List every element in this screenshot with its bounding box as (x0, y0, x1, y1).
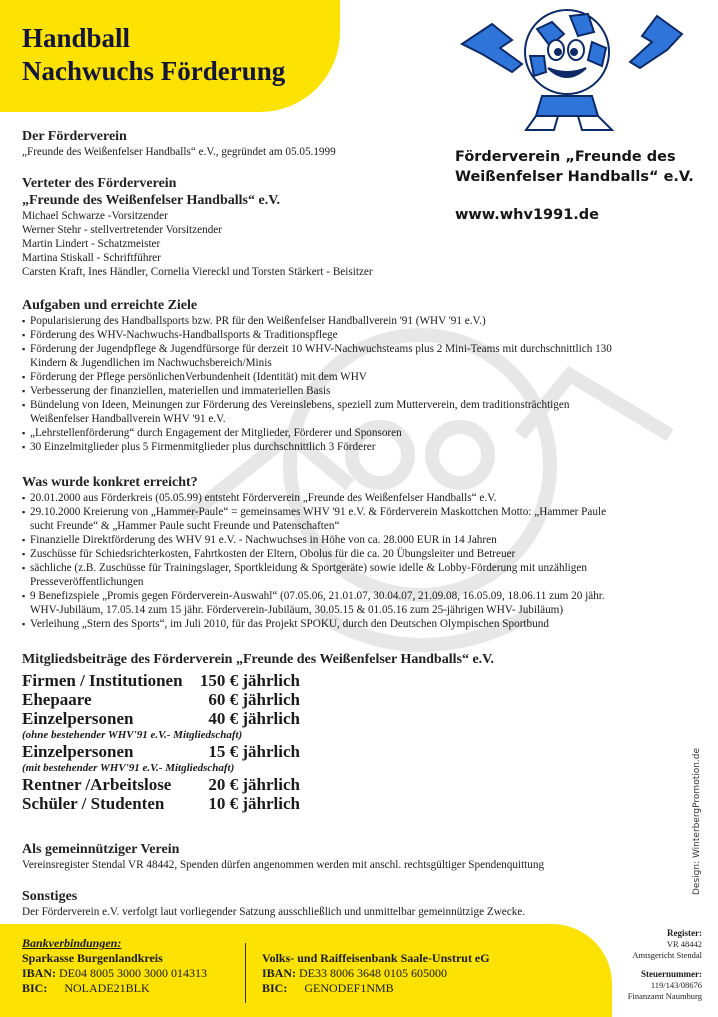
bic-label: BIC: (22, 981, 48, 995)
fee-label: Firmen / Institutionen (22, 671, 183, 690)
section-heading: Was wurde konkret erreicht? (22, 475, 198, 490)
fee-label: Schüler / Studenten (22, 794, 165, 813)
fee-table (22, 671, 322, 813)
register-info (594, 928, 702, 1002)
member-item: Martin Lindert - Schatzmeister (22, 238, 161, 250)
list-item: ▪ Förderung der Pflege persönlichenVerbundenheit (Identität) mit dem WHV (22, 370, 697, 384)
section-heading: Mitgliedsbeiträge des Förderverein „Freunde des Weißenfelser Handballs“ e.V. (22, 652, 494, 667)
tax-number: 119/143/08676 (650, 980, 702, 990)
section-foerderverein (22, 128, 442, 159)
list-item: ▪ Verbesserung der finanziellen, materiellen und immateriellen Basis (22, 384, 697, 398)
fee-note: (mit bestehender WHV'91 e.V.- Mitgliedschaft) (22, 762, 235, 774)
section-heading: Der Förderverein (22, 129, 127, 144)
iban-label: IBAN: (22, 966, 57, 980)
bank-1 (22, 936, 207, 996)
fee-row (22, 794, 322, 813)
bic-value: GENODEF1NMB (304, 981, 394, 995)
bic-value: NOLADE21BLK (64, 981, 150, 995)
section-text: „Freunde des Weißenfelser Handballs“ e.V., gegründet am 05.05.1999 (22, 146, 336, 158)
org-name-line-1: Förderverein „Freunde des (455, 149, 676, 165)
handball-mascot-icon (452, 4, 692, 134)
member-item: Carsten Kraft, Ines Händler, Cornelia Viereckl und Torsten Stärkert - Beisitzer (22, 266, 373, 278)
fee-amount: 150 € jährlich (199, 671, 300, 690)
tax-office: Finanzamt Naumburg (627, 991, 702, 1001)
section-heading: Als gemeinnütziger Verein (22, 842, 180, 857)
org-name-line-2: Weißenfelser Handballs“ e.V. (455, 169, 694, 185)
list-item: ▪ Verleihung „Stern des Sports“, im Juli 2010, für das Projekt SPOKU, durch den Deutschen Olympischen Sportbund (22, 617, 697, 631)
list-item-continued: Presseveröffentlichungen (30, 576, 144, 588)
design-credit-text: Design: WinterbergPromotion.de (692, 747, 702, 895)
section-heading: Verteter des Förderverein (22, 176, 177, 191)
fee-label: Einzelpersonen (22, 742, 134, 761)
list-item: ▪ Zuschüsse für Schiedsrichterkosten, Fahrtkosten der Eltern, Obolus für die ca. 20 Übungsleiter und Betreuer (22, 547, 697, 561)
list-item-continued: Kindern & Jugendlichen im Nachwuchsbereich/Minis (30, 357, 272, 369)
list-item: ▪ „Lehrstellenförderung“ durch Engagement der Mitglieder, Förderer und Sponsoren (22, 426, 697, 440)
list-item-continued: Weißenfelser Handballverein WHV '91 e.V. (30, 413, 226, 425)
title-line-2: Nachwuchs Förderung (22, 56, 286, 86)
list-item: ▪ 29.10.2000 Kreierung von „Hammer-Paule“ = gemeinsames WHV '91 e.V. & Förderverein Maskottchen Motto: „Hammer Paule (22, 505, 697, 519)
bic-label: BIC: (262, 981, 288, 995)
list-item: ▪ Popularisierung des Handballsports bzw. PR für den Weißenfelser Handballverein '91 (WHV '91 e.V.) (22, 314, 697, 328)
org-url-link[interactable]: www.whv1991.de (455, 207, 600, 223)
fee-amount: 60 € jährlich (208, 690, 300, 709)
bank-iban-row (22, 966, 207, 981)
section-gemeinnuetzig (22, 841, 697, 872)
tax-label: Steuernummer: (641, 969, 702, 979)
org-name (455, 147, 705, 187)
fee-label: Rentner /Arbeitslose (22, 775, 172, 794)
bank-name: Volks- und Raiffeisenbank Saale-Unstrut eG (262, 951, 490, 965)
register-court: Amtsgericht Stendal (632, 950, 702, 960)
list-item: ▪ 9 Benefizspiele „Promis gegen Förderverein-Auswahl“ (07.05.06, 21.01.07, 30.04.07, 21.09.08, 16.05.09, 18.06.11 zum 20 jähr. (22, 589, 697, 603)
list-item: ▪ 20.01.2000 aus Förderkreis (05.05.99) entsteht Förderverein „Freunde des Weißenfelser Handballs“ e.V. (22, 491, 697, 505)
fee-row (22, 775, 322, 794)
section-beitraege (22, 651, 697, 668)
page-title (22, 22, 285, 88)
fee-label: Einzelpersonen (22, 709, 134, 728)
bank-name: Sparkasse Burgenlandkreis (22, 951, 163, 965)
member-item: Michael Schwarze -Vorsitzender (22, 210, 168, 222)
fee-amount: 40 € jährlich (208, 709, 300, 728)
fee-amount: 20 € jährlich (208, 775, 300, 794)
fee-amount: 15 € jährlich (208, 742, 300, 761)
fee-label: Ehepaare (22, 690, 92, 709)
iban-label: IBAN: (262, 966, 297, 980)
fee-amount: 10 € jährlich (208, 794, 300, 813)
section-text: Der Förderverein e.V. verfolgt laut vorliegender Satzung ausschließlich und unmittelbar gemeinnützige Zwecke. (22, 906, 526, 918)
section-heading: Sonstiges (22, 889, 78, 904)
section-aufgaben (22, 297, 697, 454)
title-line-1: Handball (22, 23, 131, 53)
list-item-continued: WHV-Jubiläum, 17.05.14 zum 15 jähr. Förderverein-Jubiläum, 30.05.15 & 01.05.16 zum 25-jährigen WHV- Jubiläum) (30, 604, 564, 616)
fee-row (22, 709, 322, 728)
list-item: ▪ Bündelung von Ideen, Meinungen zur Förderung des Vereinslebens, speziell zum Mutterverein, dem traditionsträchtigen (22, 398, 697, 412)
section-heading: Aufgaben und erreichte Ziele (22, 298, 198, 313)
section-erreicht (22, 474, 697, 631)
list-item: ▪ 30 Einzelmitglieder plus 5 Firmenmitglieder plus durchschnittlich 3 Förderer (22, 440, 697, 454)
bank-heading: Bankverbindungen: (22, 936, 122, 950)
list-item: ▪ Finanzielle Direktförderung des WHV 91 e.V. - Nachwuchses in Höhe von ca. 28.000 EUR in 14 Jahren (22, 533, 697, 547)
section-subheading: „Freunde des Weißenfelser Handballs“ e.V. (22, 193, 280, 208)
iban-value: DE04 8005 3000 3000 014313 (59, 966, 208, 980)
fee-row (22, 742, 322, 761)
list-item: ▪ sächliche (z.B. Zuschüsse für Trainingslager, Sportkleidung & Sportgeräte) sowie idelle & Lobby-Förderung mit unzähligen (22, 561, 697, 575)
section-text: Vereinsregister Stendal VR 48442, Spenden dürfen angenommen werden mit anschl. rechtsgültiger Spendenquittung (22, 859, 545, 871)
footer-divider (245, 943, 246, 1003)
fee-row (22, 671, 322, 690)
list-item: ▪ Förderung des WHV-Nachwuchs-Handballsports & Traditionspflege (22, 328, 697, 342)
design-credit (687, 745, 703, 895)
bank-bic-row (22, 981, 207, 996)
section-sonstiges (22, 888, 697, 919)
bank-iban-row (262, 966, 490, 981)
member-item: Werner Stehr - stellvertretender Vorsitzender (22, 224, 222, 236)
list-item: ▪ Förderung der Jugendpflege & Jugendfürsorge für derzeit 10 WHV-Nachwuchsteams plus 2 Mini-Teams mit durchschnittlich 130 (22, 342, 697, 356)
section-vertreter (22, 175, 442, 279)
member-item: Martina Stiskall - Schriftführer (22, 252, 161, 264)
register-label: Register: (667, 928, 702, 938)
bank-2 (262, 951, 490, 996)
list-item-continued: sucht Freunde“ & „Hammer Paule sucht Freunde und Patenschaften“ (30, 520, 340, 532)
fee-row (22, 690, 322, 709)
bank-bic-row (262, 981, 490, 996)
fee-note: (ohne bestehender WHV'91 e.V.- Mitgliedschaft) (22, 729, 243, 741)
register-number: VR 48442 (666, 939, 702, 949)
iban-value: DE33 8006 3648 0105 605000 (299, 966, 448, 980)
